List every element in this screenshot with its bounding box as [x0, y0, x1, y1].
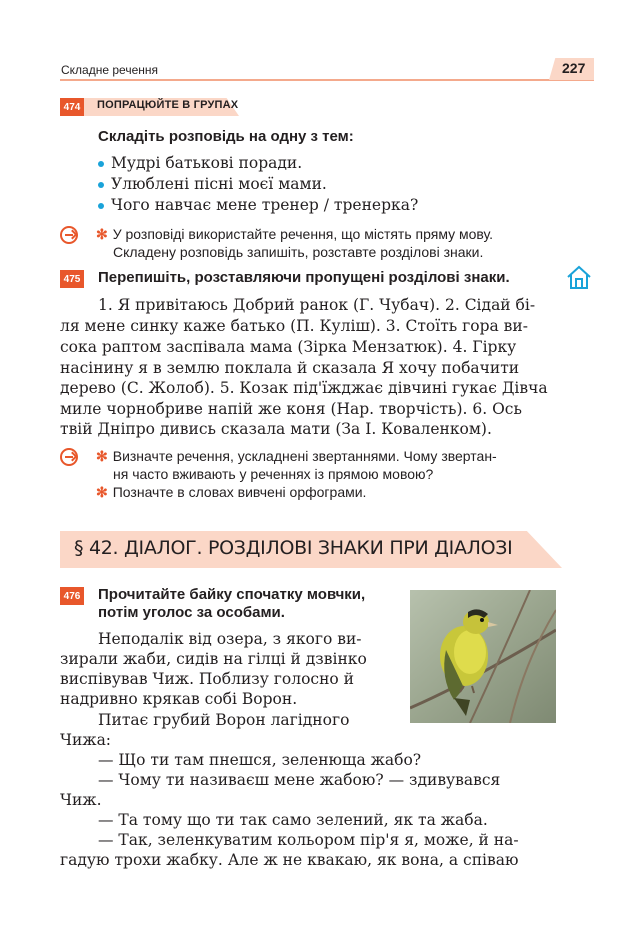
exercise-task: Прочитайте байку спочатку мовчки,	[98, 586, 366, 603]
exercise-number: 476	[60, 587, 84, 605]
topic-item: Мудрі батькові поради.	[98, 154, 302, 172]
exercise-number: 475	[60, 270, 84, 288]
chapter-title: Складне речення	[61, 63, 158, 77]
exercise-task: Складіть розповідь на одну з тем:	[98, 128, 354, 145]
asterisk-icon: ✻	[96, 484, 108, 500]
asterisk-icon: ✻	[96, 226, 108, 242]
exercise-task: Перепишіть, розставляючи пропущені розділові знаки.	[98, 269, 510, 286]
bullet-icon	[98, 182, 104, 188]
page-number: 227	[562, 60, 586, 76]
topic-item: Улюблені пісні моєї мами.	[98, 175, 327, 193]
header-rule	[60, 79, 594, 81]
task-note: ✻ У розповіді використайте речення, що містять пряму мову. Складену розповідь запишіть, розставте розділові знаки.	[96, 226, 494, 260]
task-note: ✻ Визначте речення, ускладнені звертаннями. Чому звертан- ня часто вживають у реченнях із прямою мовою? ✻ Позначте в словах вивчені орфограми.	[96, 448, 497, 500]
home-icon	[566, 264, 592, 290]
arrow-right-icon	[60, 448, 78, 466]
topic-item: Чого навчає мене тренер / тренерка?	[98, 196, 418, 214]
section-title: § 42. ДІАЛОГ. РОЗДІЛОВІ ЗНАКИ ПРИ ДІАЛОЗІ	[74, 537, 513, 559]
arrow-right-icon	[60, 226, 78, 244]
bullet-icon	[98, 161, 104, 167]
exercise-task: потім уголос за особами.	[98, 604, 285, 621]
bullet-icon	[98, 203, 104, 209]
group-work-label: ПОПРАЦЮЙТЕ В ГРУПАХ	[97, 99, 239, 111]
exercise-number: 474	[60, 98, 84, 116]
siskin-bird-photo	[410, 590, 556, 723]
asterisk-icon: ✻	[96, 448, 108, 464]
